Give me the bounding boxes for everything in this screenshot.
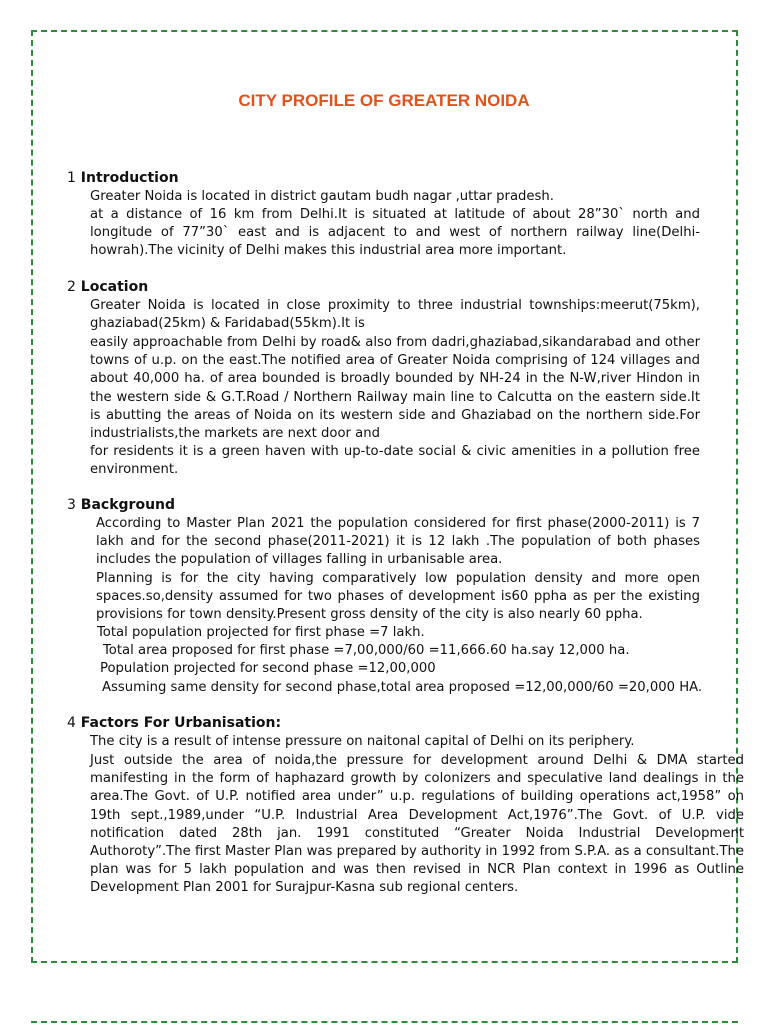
- factors-line: The city is a result of intense pressure on naitonal capital of Delhi on its periphery.: [90, 734, 635, 749]
- page-title: CITY PROFILE OF GREATER NOIDA: [238, 91, 530, 110]
- section-number: 1: [67, 170, 76, 186]
- background-line: Total area proposed for first phase =7,00,000/60 =11,666.60 ha.say 12,000 ha.: [103, 643, 630, 658]
- section-title: Factors For Urbanisation:: [80, 715, 282, 731]
- location-paragraph-2: easily approachable from Delhi by road& also from dadri,ghaziabad,sikandarabad and other towns of u.p. on the east.The notified area of Greater Noida comprising of 124 villages and about 40,000 ha. of area bounded is broadly bounded by NH-24 in the N-W,river Hindon in the western side & G.T.Road / Northern Railway main line to Calcutta on the eastern side.It is abutting the areas of Noida on its western side and Ghaziabad on the northern side.For industrialists,the markets are next door and: [90, 335, 700, 442]
- section-heading-factors: [67, 715, 281, 731]
- location-paragraph-1: Greater Noida is located in close proximity to three industrial townships:meerut(75km), ghaziabad(25km) & Faridabad(55km).It is: [90, 298, 700, 332]
- next-page-border: [31, 1021, 738, 1023]
- location-paragraph-3: for residents it is a green haven with up-to-date social & civic amenities in a pollution free environment.: [90, 444, 700, 478]
- background-paragraph-1: According to Master Plan 2021 the population considered for first phase(2000-2011) is 7 lakh and for the second phase(2011-2021) it is 12 lakh .The population of both phases includes the population of villages falling in urbanisable area.: [96, 516, 700, 568]
- section-number: 3: [67, 497, 76, 513]
- factors-paragraph: Just outside the area of noida,the pressure for development around Delhi & DMA started manifesting in the form of haphazard growth by colonizers and speculative land dealings in the area.The Govt. of U.P. notified area under” u.p. regulations of building operations act,1958” on 19th sept.,1989,under “U.P. Industrial Area Development Act,1976”.The Govt. of U.P. vide notification dated 28th jan. 1991 constituted “Greater Noida Industrial Development Authoroty”.The first Master Plan was prepared by authority in 1992 from S.P.A. as a consultant.The plan was for 5 lakh population and was then revised in NCR Plan context in 1996 as Outline Development Plan 2001 for Surajpur-Kasna sub regional centers.: [90, 753, 744, 896]
- section-heading-location: [67, 279, 148, 295]
- section-title: Background: [80, 497, 176, 513]
- background-line: Population projected for second phase =12,00,000: [100, 661, 436, 676]
- background-line: Total population projected for first phase =7 lakh.: [97, 625, 425, 640]
- section-title: Introduction: [80, 170, 179, 186]
- section-heading-background: [67, 497, 175, 513]
- section-heading-introduction: [67, 170, 179, 186]
- background-line: Assuming same density for second phase,total area proposed =12,00,000/60 =20,000 HA.: [102, 680, 703, 695]
- background-paragraph-2: Planning is for the city having comparatively low population density and more open spaces.so,density assumed for two phases of development is60 ppha as per the existing provisions for town density.Present gross density of the city is also nearly 60 ppha.: [96, 571, 700, 623]
- introduction-line: Greater Noida is located in district gautam budh nagar ,uttar pradesh.: [90, 189, 554, 204]
- section-title: Location: [80, 279, 149, 295]
- section-number: 4: [67, 715, 76, 731]
- section-number: 2: [67, 279, 76, 295]
- introduction-paragraph: at a distance of 16 km from Delhi.It is situated at latitude of about 28”30` north and longitude of 77”30` east and is adjacent to and west of northern railway line(Delhi-howrah).The vicinity of Delhi makes this industrial area more important.: [90, 207, 700, 259]
